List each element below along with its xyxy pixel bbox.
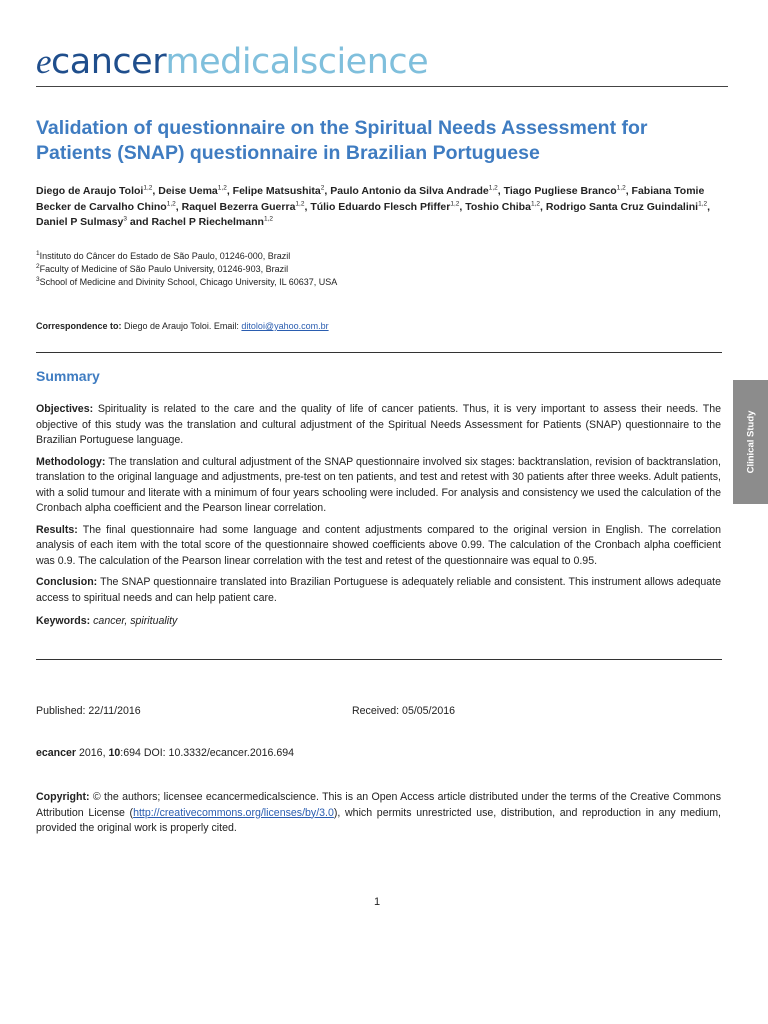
divider [36, 659, 722, 660]
author-name: Fabiana Tomie Becker de Carvalho Chino [36, 185, 705, 213]
correspondence-text: Diego de Araujo Toloi. Email: [121, 321, 242, 331]
author-affiliation: 2 [320, 184, 325, 192]
journal-logo [36, 42, 428, 82]
author-separator: , [539, 200, 546, 213]
correspondence [36, 321, 329, 331]
author-name: Túlio Eduardo Flesch Pfiffer [310, 200, 451, 213]
summary-heading: Summary [36, 368, 100, 384]
copyright-text-end: ), which permits unrestricted use, distribution, and reproduction in any medium, provided the original work is properly cited. [36, 806, 721, 834]
author-name: Diego de Araujo Toloi [36, 185, 144, 197]
citation-year: 2016, [76, 747, 109, 759]
abstract-objectives [36, 402, 721, 449]
article-type-tab [733, 380, 768, 504]
abstract-conclusion [36, 575, 721, 606]
author-separator: , [625, 185, 632, 197]
results-label: Results: [36, 523, 78, 536]
author-name: Rachel P Riechelmann [151, 216, 264, 228]
abstract-methodology [36, 455, 721, 517]
author-affiliation: 3 [123, 215, 127, 223]
author-name: Rodrigo Santa Cruz Guindalini [545, 200, 699, 213]
author-name: Paulo Antonio da Silva Andrade [330, 185, 489, 197]
author-affiliation: 1,2 [530, 200, 540, 207]
divider [36, 352, 722, 353]
objectives-label: Objectives: [36, 403, 94, 415]
methodology-label: Methodology: [36, 455, 106, 468]
author [330, 185, 503, 197]
affiliation-text: School of Medicine and Divinity School, Chicago University, IL 60637, USA [39, 277, 338, 287]
author-separator: and [126, 216, 152, 228]
citation [36, 747, 294, 759]
copyright [36, 790, 721, 837]
author-separator: , [497, 185, 504, 197]
affiliation-text: Faculty of Medicine of São Paulo University, 01246-903, Brazil [39, 264, 289, 274]
received-date: Received: 05/05/2016 [352, 705, 456, 717]
affiliation [36, 263, 337, 276]
author [36, 185, 158, 197]
keywords [36, 614, 721, 630]
author-separator: , [459, 200, 466, 213]
author-affiliation: 1,2 [217, 184, 227, 192]
author-name: Felipe Matsushita [232, 185, 321, 197]
license-link[interactable]: http://creativecommons.org/licenses/by/3.0 [133, 806, 334, 819]
author [233, 185, 331, 197]
author [152, 216, 273, 228]
citation-journal: ecancer [36, 747, 77, 759]
author [504, 185, 632, 197]
affiliation-list [36, 250, 337, 289]
correspondence-email-link[interactable]: ditoloi@yahoo.com.br [241, 321, 329, 331]
author-affiliation: 1,2 [263, 215, 273, 223]
conclusion-label: Conclusion: [36, 576, 98, 588]
logo-medicalscience: medicalscience [165, 42, 429, 82]
page-number: 1 [374, 896, 381, 908]
results-text: The final questionnaire had some language and content adjustments compared to the original version in English. The correlation analysis of each item with the total score of the questionnaire showed coefficients above 0.99. The calculation of the Cronbach alpha coefficient was 0.9. The calculation of the Pearson linear correlation with the test and retest of the questionnaire was equal to 0.95. [36, 523, 721, 567]
author-separator: , [226, 185, 233, 197]
affiliation-text: Instituto do Câncer do Estado de São Paulo, 01246-000, Brazil [39, 251, 291, 261]
affiliation [36, 250, 337, 263]
author-name: Raquel Bezerra Guerra [181, 200, 296, 213]
methodology-text: The translation and cultural adjustment of the SNAP questionnaire involved six stages: backtranslation, revision of backtranslation, translation to the original language and adjustments, pre-test on ten patients, and test and retest with 30 patients after three weeks. Adult patients, with a solid tumour and literate with a minimum of four years schooling were included. For analysis and consistency we used the calculation of the Cronbach alpha coefficient and the Pearson linear correlation. [36, 455, 721, 514]
author [546, 201, 710, 213]
affiliation [36, 276, 337, 289]
author-separator: , [707, 200, 711, 213]
abstract [36, 402, 721, 636]
author-name: Deise Uema [158, 185, 218, 197]
author [182, 201, 311, 213]
author [465, 201, 546, 213]
author-affiliation: 1,2 [166, 200, 176, 207]
author-name: Toshio Chiba [465, 200, 531, 213]
author-affiliation: 1,2 [698, 200, 708, 207]
author-name: Daniel P Sulmasy [36, 216, 124, 228]
author-name: Tiago Pugliese Branco [503, 185, 617, 197]
author-affiliation: 1,2 [450, 200, 460, 207]
article-type-label: Clinical Study [745, 410, 756, 474]
conclusion-text: The SNAP questionnaire translated into Brazilian Portuguese is adequately reliable and consistent. This instrument allows adequate access to spiritual needs and can help patient care. [36, 576, 721, 604]
published-date: Published: 22/11/2016 [36, 705, 141, 717]
affiliation-number: 1 [36, 250, 40, 257]
author [158, 185, 232, 197]
copyright-label: Copyright: [36, 791, 90, 803]
author [310, 201, 465, 213]
author-list [36, 184, 726, 231]
author-separator: , [152, 185, 159, 197]
article-title: Validation of questionnaire on the Spiritual Needs Assessment for Patients (SNAP) questionnaire in Brazilian Portuguese [36, 117, 648, 164]
citation-doi: :694 DOI: 10.3332/ecancer.2016.694 [120, 747, 295, 759]
objectives-text: Spirituality is related to the care and the quality of life of cancer patients. Thus, it is very important to assess their needs. The objective of this study was the translation and cultural adjustment of the Spiritual Needs Assessment for Patients (SNAP) questionnaire to the Brazilian Portuguese language. [36, 403, 721, 446]
abstract-results [36, 523, 721, 570]
author-separator: , [175, 200, 182, 213]
logo-cancer: cancer [51, 42, 166, 82]
logo-e: e [36, 42, 52, 81]
correspondence-label: Correspondence to: [36, 321, 122, 331]
author-affiliation: 1,2 [295, 200, 305, 207]
author-affiliation: 1,2 [616, 184, 626, 192]
author-separator: , [304, 200, 311, 213]
author-affiliation: 1,2 [143, 184, 153, 192]
keywords-label: Keywords: [36, 615, 91, 627]
affiliation-number: 3 [36, 276, 40, 283]
copyright-text: © the authors; licensee ecancermedicalscience. This is an Open Access article distributed under the terms of the Creative Commons Attribution License ( [36, 791, 721, 819]
affiliation-number: 2 [36, 263, 40, 270]
author [36, 216, 152, 228]
header-rule [36, 86, 728, 87]
author-affiliation: 1,2 [488, 184, 498, 192]
citation-volume: 10 [108, 747, 121, 759]
keywords-text: cancer, spirituality [93, 615, 178, 627]
author-separator: , [324, 185, 331, 197]
